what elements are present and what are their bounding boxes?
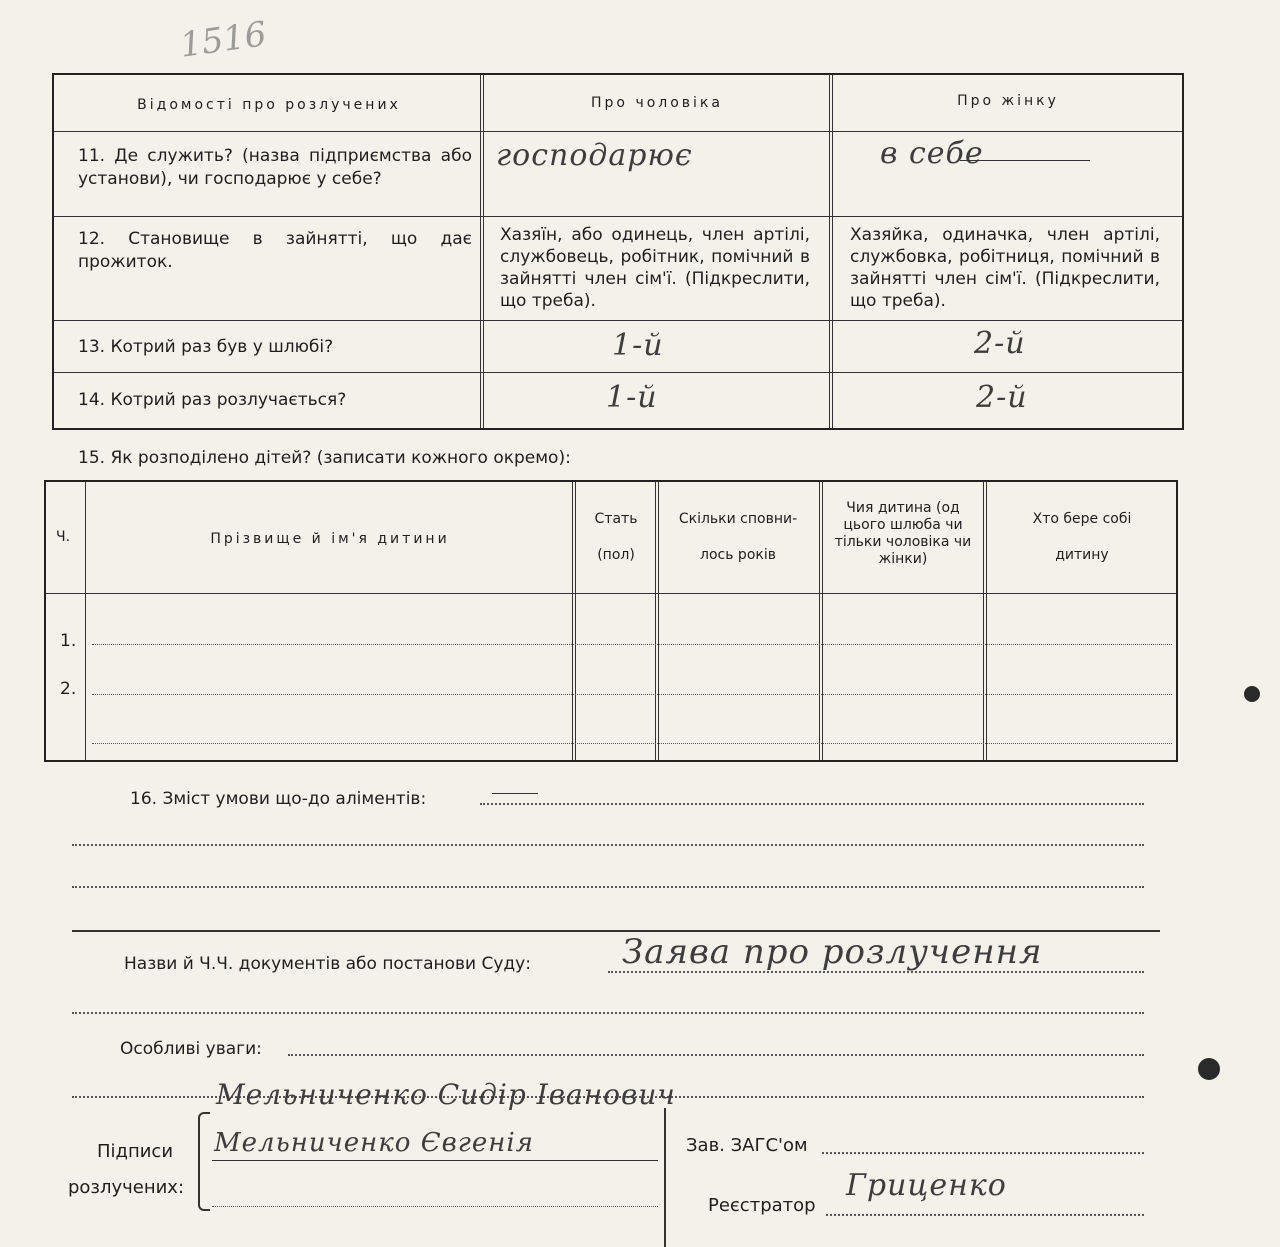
alimony-line-1 — [480, 803, 1144, 805]
row-12-husband-options: Хазяїн, або одинець, член артілі, службовець, робітник, помічний в зайнятті член сім'ї. (Підкреслити, що треба). — [500, 225, 810, 311]
zags-head-line — [822, 1152, 1144, 1154]
row-11-label: 11. Де служить? (назва підприємства або установи), чи господарює у себе? — [78, 146, 472, 189]
signatures-label-1: Підписи — [96, 1141, 174, 1162]
column-divider — [829, 75, 833, 428]
children-header-takes-2: дитину — [1055, 547, 1109, 563]
zags-head-label: Зав. ЗАГС'ом — [686, 1135, 808, 1156]
row-14-husband-value: 1-й — [606, 380, 658, 415]
column-divider — [572, 482, 576, 760]
header-husband: Про чоловіка — [591, 95, 723, 111]
signature-wife-line — [212, 1160, 658, 1161]
documents-value: Заява про розлучення — [622, 932, 1043, 972]
children-header-takes-1: Хто бере собі — [1032, 511, 1132, 527]
punch-hole — [1244, 686, 1260, 702]
signatures-label-2: розлучених: — [67, 1177, 185, 1198]
children-row-1-num: 1. — [60, 631, 77, 651]
documents-line-2 — [72, 1012, 1144, 1014]
row-13-husband-value: 1-й — [612, 328, 664, 363]
signature-husband: Мельниченко Сидір Іванович — [216, 1078, 676, 1111]
header-wife: Про жінку — [957, 93, 1059, 109]
row-11-husband-value: господарює — [496, 138, 693, 173]
remarks-label: Особливі уваги: — [120, 1039, 262, 1059]
children-row-line — [92, 644, 1172, 645]
children-header-sex-1: Стать — [594, 511, 638, 527]
row-13-wife-value: 2-й — [974, 326, 1026, 361]
signature-wife: Мельниченко Євгенія — [214, 1128, 534, 1158]
row-12-label: 12. Становище в зайнятті, що дає прожиток. — [78, 229, 472, 272]
column-divider — [480, 75, 484, 428]
row-14-label: 14. Котрий раз розлучається? — [78, 390, 347, 410]
section-15-title: 15. Як розподілено дітей? (записати кожного окремо): — [78, 448, 571, 468]
registrar-signature: Гриценко — [846, 1168, 1007, 1203]
children-header-name: Прізвище й ім'я дитини — [210, 531, 450, 547]
alimony-line-2 — [72, 844, 1144, 846]
children-row-2-num: 2. — [60, 679, 77, 699]
row-divider — [54, 131, 1182, 132]
column-divider — [85, 482, 86, 760]
column-divider — [819, 482, 823, 760]
row-divider — [54, 372, 1182, 373]
children-header-age-1: Скільки сповни- — [678, 511, 798, 527]
registrar-line — [826, 1214, 1144, 1216]
signature-line — [212, 1206, 658, 1207]
alimony-line-3 — [72, 886, 1144, 888]
remarks-line — [288, 1054, 1144, 1056]
signatures-bracket — [198, 1112, 210, 1211]
documents-label: Назви й Ч.Ч. документів або постанови Суду: — [124, 954, 531, 974]
children-header-whose: Чия дитина (од цього шлюба чи тільки чоловіка чи жінки) — [834, 500, 972, 567]
alimony-dash — [492, 793, 538, 794]
column-divider — [983, 482, 987, 760]
archive-number: 1516 — [177, 14, 269, 66]
row-divider — [54, 320, 1182, 321]
header-info: Відомості про розлучених — [137, 97, 401, 113]
header-divider — [46, 593, 1176, 594]
row-12-wife-options: Хазяйка, одиначка, член артілі, службовка, робітниця, помічний в зайнятті член сім'ї. (Підкреслити, що треба). — [850, 225, 1160, 311]
row-divider — [54, 216, 1182, 217]
registrar-label: Реєстратор — [708, 1195, 816, 1216]
punch-hole — [1198, 1058, 1220, 1080]
children-row-line — [92, 743, 1172, 744]
children-row-line — [92, 694, 1172, 695]
row-14-wife-value: 2-й — [976, 380, 1028, 415]
column-divider — [655, 482, 659, 760]
signatures-divider — [664, 1108, 666, 1247]
row-11-wife-underline — [960, 160, 1090, 161]
children-header-num: Ч. — [56, 529, 71, 545]
children-header-sex-2: (пол) — [597, 547, 635, 563]
section-16-label: 16. Зміст умови що-до аліментів: — [130, 789, 427, 809]
row-11-wife-value: в себе — [880, 136, 984, 171]
children-header-age-2: лось років — [700, 547, 776, 563]
row-13-label: 13. Котрий раз був у шлюбі? — [78, 337, 334, 357]
